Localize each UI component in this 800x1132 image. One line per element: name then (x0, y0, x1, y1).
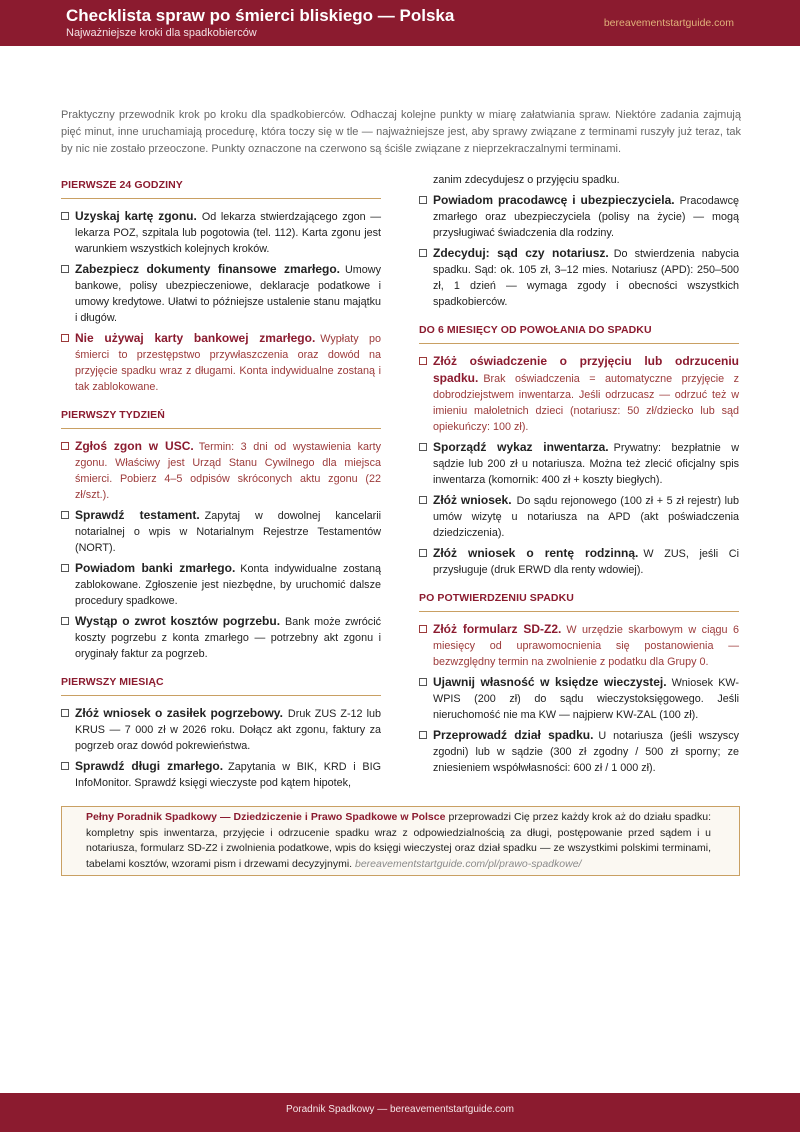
checkbox[interactable] (61, 564, 69, 572)
right-column (419, 174, 739, 780)
checkbox[interactable] (61, 762, 69, 770)
checkbox[interactable] (419, 549, 427, 557)
header-site-link[interactable]: bereavementstartguide.com (603, 17, 734, 29)
checkbox[interactable] (61, 709, 69, 717)
checklist-item[interactable]: Zabezpiecz dokumenty finansowe zmarłego. Umowy bankowe, polisy ubezpieczeniowe, deklaracje podatkowe i umowy kredytowe. Ułatwi to późniejsze ustalenie stanu majątku i długów. (61, 261, 381, 326)
section-title-24h: PIERWSZE 24 GODZINY (61, 177, 381, 199)
guide-callout (61, 806, 740, 876)
checkbox[interactable] (419, 357, 427, 365)
checklist-item-urgent[interactable]: Nie używaj karty bankowej zmarłego. Wypłaty po śmierci to przestępstwo przywłaszczenia oraz dowód na przyjęcie spadku wraz z długami. Konta indywidualne zostaną i tak zablokowane. (61, 330, 381, 395)
page-header (0, 0, 800, 46)
section-title-6months: DO 6 MIESIĘCY OD POWOŁANIA DO SPADKU (419, 322, 739, 344)
callout-title: Pełny Poradnik Spadkowy — Dziedziczenie i Prawo Spadkowe w Polsce (86, 811, 446, 823)
checkbox[interactable] (419, 678, 427, 686)
checklist-item[interactable]: Wystąp o zwrot kosztów pogrzebu. Bank może zwrócić koszty pogrzebu z konta zmarłego — potrzebny akt zgonu i oryginały faktur za pogrzeb. (61, 613, 381, 662)
checklist-item[interactable]: Uzyskaj kartę zgonu. Od lekarza stwierdzającego zgon — lekarza POZ, szpitala lub pogotowia (tel. 112). Karta zgonu jest warunkiem wszystkich kolejnych kroków. (61, 208, 381, 257)
checkbox[interactable] (61, 442, 69, 450)
checklist-item[interactable]: Powiadom pracodawcę i ubezpieczyciela. Pracodawcę zmarłego oraz ubezpieczyciela (polisy na życie) — mogą przysługiwać świadczenia dla rodziny. (419, 192, 739, 241)
section-title-month: PIERWSZY MIESIĄC (61, 674, 381, 696)
footer-text: Poradnik Spadkowy — bereavementstartguide.com (286, 1104, 514, 1115)
checklist-item-urgent[interactable]: Zgłoś zgon w USC. Termin: 3 dni od wystawienia karty zgonu. Właściwy jest Urząd Stanu Cywilnego dla miejsca śmierci. Pobierz 4–5 odpisów skróconych aktu zgonu (22 zł/szt.). (61, 438, 381, 503)
checkbox[interactable] (61, 265, 69, 273)
continuation-text: zanim zdecydujesz o przyjęciu spadku. (433, 174, 620, 186)
checklist-item[interactable]: Ujawnij własność w księdze wieczystej. Wniosek KW-WPIS (200 zł) do sądu wieczystoksięgowego. Jeśli nieruchomość nie ma KW — najpierw KW-ZAL (100 zł). (419, 674, 739, 723)
checklist-item[interactable]: Sprawdź długi zmarłego. Zapytania w BIK, KRD i BIG InfoMonitor. Sprawdź księgi wieczyste pod kątem hipotek, (61, 758, 381, 791)
checkbox[interactable] (419, 496, 427, 504)
checklist-item[interactable]: Złóż wniosek o rentę rodzinną. W ZUS, jeśli Ci przysługuje (druk ERWD dla renty wdowiej). (419, 545, 739, 578)
section-title-week: PIERWSZY TYDZIEŃ (61, 407, 381, 429)
section-title-after: PO POTWIERDZENIU SPADKU (419, 590, 739, 612)
checklist-item[interactable]: Sprawdź testament. Zapytaj w dowolnej kancelarii notarialnej o wpis w Notarialnym Rejestrze Testamentów (NORT). (61, 507, 381, 556)
checkbox[interactable] (419, 731, 427, 739)
checkbox[interactable] (419, 249, 427, 257)
checklist-item-urgent[interactable]: Złóż formularz SD-Z2. W urzędzie skarbowym w ciągu 6 miesięcy od uprawomocnienia się postanowienia — bezwzględny termin na zwolnienie z podatku dla Grupy 0. (419, 621, 739, 670)
intro-paragraph: Praktyczny przewodnik krok po kroku dla spadkobierców. Odhaczaj kolejne punkty w miarę załatwiania spraw. Niektóre zadania zajmują pięć minut, inne uruchamiają procedurę, która toczy się w tle — najważniejsze jest, aby sprawy związane z terminami ruszyły już teraz, tak by nic nie zostało przeoczone. Punkty oznaczone na czerwono są ściśle związane z nieprzekraczalnymi terminami. (61, 109, 741, 155)
page-subtitle: Najważniejsze kroki dla spadkobierców (66, 27, 257, 39)
checklist-item[interactable]: Sporządź wykaz inwentarza. Prywatny: bezpłatnie w sądzie lub 200 zł u notariusza. Można też zlecić oficjalny spis inwentarza (komornik: 400 zł + koszty biegłych). (419, 439, 739, 488)
checklist-item[interactable]: Powiadom banki zmarłego. Konta indywidualne zostaną zablokowane. Zgłoszenie jest niezbędne, by uruchomić dalsze procedury spadkowe. (61, 560, 381, 609)
checkbox[interactable] (61, 617, 69, 625)
checkbox[interactable] (61, 511, 69, 519)
callout-link[interactable]: bereavementstartguide.com/pl/prawo-spadkowe/ (355, 857, 582, 870)
checkbox[interactable] (61, 212, 69, 220)
checkbox[interactable] (419, 443, 427, 451)
checkbox[interactable] (61, 334, 69, 342)
checklist-item-urgent[interactable]: Złóż oświadczenie o przyjęciu lub odrzuceniu spadku. Brak oświadczenia = automatyczne przyjęcie z dobrodziejstwem inwentarza. Jeśli odrzucasz — odrzuć też w imieniu małoletnich dzieci (notariusz: 50 zł/dziecko lub sąd opiekuńczy: 100 zł). (419, 353, 739, 435)
checklist-item[interactable]: Zdecyduj: sąd czy notariusz. Do stwierdzenia nabycia spadku. Sąd: ok. 105 zł, 3–12 mies. Notariusz (APD): 250–500 zł, 1 dzień — wymaga zgody i obecności wszystkich spadkobierców. (419, 245, 739, 310)
checkbox[interactable] (419, 196, 427, 204)
page-footer (0, 1093, 800, 1132)
left-column (61, 177, 381, 795)
checkbox[interactable] (419, 625, 427, 633)
checklist-item[interactable]: Przeprowadź dział spadku. U notariusza (jeśli wszyscy zgodni) lub w sądzie (300 zł zgodny / 500 zł sporny; ze zniesieniem współwłasności: 600 zł / 1 000 zł). (419, 727, 739, 776)
checklist-item[interactable]: Złóż wniosek o zasiłek pogrzebowy. Druk ZUS Z-12 lub KRUS — 7 000 zł w 2026 roku. Dołącz akt zgonu, faktury za pogrzeb oraz dowód pokrewieństwa. (61, 705, 381, 754)
callout-text: przeprowadzi Cię przez każdy krok aż do działu spadku: kompletny spis inwentarza, przyjęcie i odrzucenie spadku wraz z odpowiedzialnością za długi, postępowanie przed sądem i u notariusza, formularz SD-Z2 i zwolnienia podatkowe, wpis do księgi wieczystej oraz dział spadku — ze wszystkimi polskimi terminami, tabelami kosztów, wzorami pism i drzewami decyzyjnymi. (86, 811, 711, 870)
checklist-item[interactable]: Złóż wniosek. Do sądu rejonowego (100 zł + 5 zł rejestr) lub umów wizytę u notariusza na APD (akt poświadczenia dziedziczenia). (419, 492, 739, 541)
page-title: Checklista spraw po śmierci bliskiego — Polska (66, 6, 455, 25)
